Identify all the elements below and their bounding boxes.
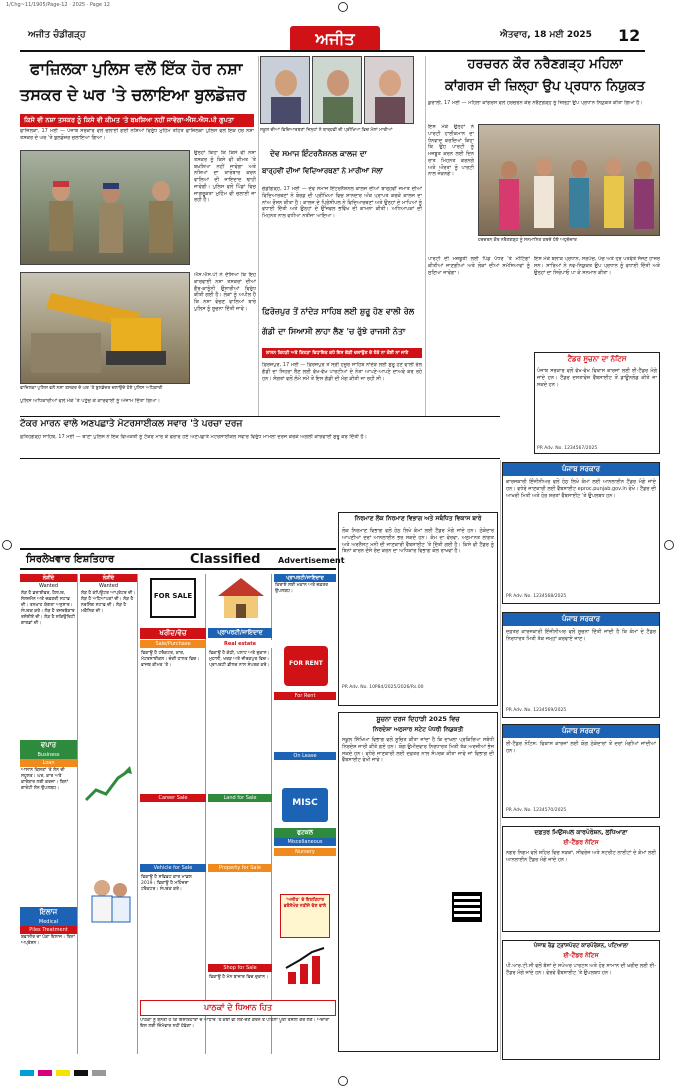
classified-col-5 [274, 574, 336, 1054]
train-subhead: ਸ਼ਾਸਨ ਕਿਹੜੀ ਅਤੇ ਕਿਹੜਾ ਵਿਧਾਇਕ ਕਹੇ ਇਸ ਗੱਡੀ ਚਲਾਉਣ ਦੇ ਹੱਕੇ ਨਾ ਕੋਈ ਨਾ ਜਾਣੇ [262, 348, 422, 358]
property-sub: Real estate [208, 640, 272, 648]
wanted-header-1: ਲੋੜੀਂਦੇ [20, 574, 77, 582]
tender-notice-box [534, 352, 660, 454]
business-header: ਵਪਾਰ [20, 740, 77, 751]
school-notice-title: ਸੂਚਨਾ ਦਰਜ ਦਿਹਾੜੀ 2025 ਵਿਚ [376, 715, 460, 723]
train-body-text: ਫ਼ਿਰੋਜ਼ਪੁਰ, 17 ਮਈ — ਫ਼ਿਰੋਜ਼ਪੁਰ ਤੋਂ ਸ੍ਰੀ ਹਜ਼ੂਰ ਸਾਹਿਬ ਨਾਂਦੇੜ ਲਈ ਸ਼ੁਰੂ ਹੋਣ ਵਾਲੀ ਰੇਲ ਗੱਡੀ ਦਾ ਸਿਹਰਾ ਲੈਣ ਲਈ ਵੱਖ-ਵੱਖ ਪਾਰਟੀਆਂ ਦੇ ਨੇਤਾ ਆਪਣੇ-ਆਪਣੇ ਦਾਅਵੇ ਕਰ ਰਹੇ ਹਨ। ਸੰਗਤਾਂ ਵਲੋਂ ਲੰਮੇ ਸਮੇਂ ਤੋਂ ਇਸ ਗੱਡੀ ਦੀ ਮੰਗ ਕੀਤੀ ਜਾ ਰਹੀ ਸੀ। [262, 362, 422, 382]
wanted-ads-1: ਲੋੜ ਹੈ ਡਰਾਈਵਰ, ਹੈਲਪਰ, ਸੇਲਜ਼ਮੈਨ ਅਤੇ ਦਫ਼ਤਰੀ ਸਟਾਫ਼ ਦੀ। ਤਨਖ਼ਾਹ ਯੋਗਤਾ ਅਨੁਸਾਰ। ਸੰਪਰਕ ਕਰੋ। ਲੋੜ ਹੈ ਤਜਰਬੇਕਾਰ ਰਸੋਈਏ ਦੀ। ਲੋੜ ਹੈ ਸਕਿਉਰਿਟੀ ਗਾਰਡਾਂ ਦੀ। [21, 591, 76, 627]
school-notice-box [338, 712, 498, 1052]
police-officers-image [21, 151, 190, 265]
wanted-sub-1: Wanted [20, 582, 77, 590]
rent-category: For Rent [274, 692, 336, 700]
classified-header-band [20, 548, 345, 570]
column-rule [258, 56, 259, 416]
classified-col-2 [80, 574, 138, 1054]
students-body-text: ਚੰਡੀਗੜ੍ਹ, 17 ਮਈ — ਦੇਵ ਸਮਾਜ ਇੰਟਰਨੈਸ਼ਨਲ ਕਾਲਜ ਦੀਆਂ ਬਾਰ੍ਹਵੀਂ ਜਮਾਤ ਦੀਆਂ ਵਿਦਿਆਰਥਣਾਂ ਨੇ ਬੋਰਡ ਦੀ ਪ੍ਰੀਖਿਆ ਵਿਚ ਸ਼ਾਨਦਾਰ ਅੰਕ ਪ੍ਰਾਪਤ ਕਰਕੇ ਕਾਲਜ ਦਾ ਨਾਂਅ ਰੌਸ਼ਨ ਕੀਤਾ ਹੈ। ਕਾਲਜ ਦੇ ਪ੍ਰਿੰਸੀਪਲ ਨੇ ਵਿਦਿਆਰਥਣਾਂ ਅਤੇ ਉਨ੍ਹਾਂ ਦੇ ਮਾਪਿਆਂ ਨੂੰ ਵਧਾਈ ਦਿੱਤੀ ਅਤੇ ਉਨ੍ਹਾਂ ਦੇ ਉੱਜਵਲ ਭਵਿੱਖ ਦੀ ਕਾਮਨਾ ਕੀਤੀ। ਅਧਿਆਪਕਾਂ ਦੀ ਮਿਹਨਤ ਨਾਲ ਵਧੀਆ ਨਤੀਜਾ ਆਇਆ। [262, 186, 422, 219]
ajit-promo-box [280, 894, 330, 938]
right-column-text: ਇਸ ਮੌਕੇ ਬਲਾਕ ਪ੍ਰਧਾਨ, ਸਰਪੰਚ, ਪੰਚ ਅਤੇ ਹੋਰ ਪਤਵੰਤੇ ਸੱਜਣ ਹਾਜ਼ਰ ਸਨ। ਸਾਰਿਆਂ ਨੇ ਨਵ-ਨਿਯੁਕਤ ਉਪ ਪ੍ਰਧਾਨ ਨੂੰ ਵਧਾਈ ਦਿੱਤੀ ਅਤੇ ਉਨ੍ਹਾਂ ਦਾ ਸਿਰੋਪਾਓ ਪਾ ਕੇ ਸਨਮਾਨ ਕੀਤਾ। [534, 256, 660, 276]
tender-notice-body: ਪੰਜਾਬ ਸਰਕਾਰ ਵਲੋਂ ਵੱਖ-ਵੱਖ ਵਿਕਾਸ ਕਾਰਜਾਂ ਲਈ ਈ-ਟੈਂਡਰ ਮੰਗੇ ਜਾਂਦੇ ਹਨ। ਟੈਂਡਰ ਦਸਤਾਵੇਜ਼ ਵੈੱਬਸਾਈਟ ਤੋਂ ਡਾਊਨਲੋਡ ਕੀਤੇ ਜਾ ਸਕਦੇ ਹਨ। [537, 368, 657, 388]
medical-sub: Medical [20, 918, 77, 926]
registration-mark-icon [338, 2, 348, 12]
transport-corp-body: ਪੀ.ਆਰ.ਟੀ.ਸੀ ਵਲੋਂ ਬੱਸਾਂ ਦੇ ਸਪੇਅਰ ਪਾਰਟਸ ਅਤੇ ਹੋਰ ਸਾਮਾਨ ਦੀ ਖ਼ਰੀਦ ਲਈ ਈ-ਟੈਂਡਰ ਮੰਗੇ ਜਾਂਦੇ ਹਨ। ਵੇਰਵੇ ਵੈੱਬਸਾਈਟ 'ਤੇ ਉਪਲਬਧ ਹਨ। [506, 963, 656, 976]
growth-arrow-icon [284, 946, 326, 986]
readers-notice-label: ਪਾਠਕਾਂ ਦੇ ਧਿਆਨ ਹਿਤ [203, 1003, 272, 1012]
municipal-corp-subtitle: ਈ-ਟੈਂਡਰ ਨੋਟਿਸ [563, 839, 599, 846]
property-ads: ਵਿਕਾਊ ਹੈ ਕੋਠੀ, ਪਲਾਟ ਅਤੇ ਦੁਕਾਨ। ਮੁਹਾਲੀ, ਖਰੜ ਅਤੇ ਜ਼ੀਰਕਪੁਰ ਵਿਚ। ਪ੍ਰਾਪਰਟੀ ਡੀਲਰ ਨਾਲ ਸੰਪਰਕ ਕਰੋ। [209, 651, 270, 669]
medical-ads: ਬਵਾਸੀਰ ਦਾ ਪੱਕਾ ਇਲਾਜ। ਬਿਨਾਂ ਅਪ੍ਰੇਸ਼ਨ। [21, 935, 75, 947]
lead-photo-bulldozer [20, 272, 190, 384]
registration-mark-icon [2, 540, 12, 550]
train-headline-2: ਗੱਡੀ ਦਾ ਸਿਆਸੀ ਲਾਹਾ ਲੈਣ 'ਚ ਰੁੱਝੇ ਰਾਜਸੀ ਨੇਤਾ [262, 327, 406, 336]
classified-title-advertisement: Advertisement [278, 556, 345, 565]
student-photo-1 [260, 56, 310, 124]
color-swatch-gray [92, 1070, 106, 1076]
punjab-sarkar-box-2 [502, 612, 660, 718]
property-header: ਪ੍ਰਾਪਰਟੀ/ਜਾਇਦਾਦ [208, 628, 272, 638]
shop-category: Shop for Sale [208, 964, 272, 972]
section-rule [20, 416, 500, 417]
lead-headline-line-1: ਫਾਜ਼ਿਲਕਾ ਪੁਲਿਸ ਵਲੋਂ ਇੱਕ ਹੋਰ ਨਸ਼ਾ [30, 59, 243, 78]
color-swatch-black [74, 1070, 88, 1076]
punjab-sarkar-title-1: ਪੰਜਾਬ ਸਰਕਾਰ [503, 463, 659, 476]
misc-folder-icon [282, 788, 328, 822]
sale-purchase-sub: Sale/Purchase [140, 640, 206, 648]
nursery-category: Nursery [274, 848, 336, 856]
registration-mark-icon [664, 540, 674, 550]
column-rule [500, 460, 501, 1060]
classified-title-english: Classified [190, 552, 261, 567]
for-rent-sign-icon [284, 646, 328, 686]
tender-notice-title: ਟੈਂਡਰ ਸੂਚਨਾ ਦਾ ਨੋਟਿਸ [567, 355, 627, 363]
lead-photo-caption: ਫਾਜ਼ਿਲਕਾ ਪੁਲਿਸ ਵਲੋਂ ਨਸ਼ਾ ਤਸਕਰ ਦੇ ਘਰ 'ਤੇ ਬੁਲਡੋਜ਼ਰ ਚਲਾਉਂਦੇ ਹੋਏ ਪੁਲਿਸ ਅਧਿਕਾਰੀ [20, 386, 163, 391]
student-portrait-image [261, 57, 310, 124]
public-works-notice-box [338, 512, 498, 706]
classified-col-1 [20, 574, 78, 1054]
classified-col-3 [140, 574, 206, 1054]
for-rent-label: FOR RENT [289, 660, 323, 667]
city-edition: ਅਜੀਤ ਚੰਡੀਗੜ੍ਹ [28, 30, 86, 40]
lead-side-column-2: ਐਸ.ਐਸ.ਪੀ ਨੇ ਦੱਸਿਆ ਕਿ ਇਹ ਕਾਰਵਾਈ ਨਸ਼ਾ ਤਸਕਰਾਂ ਦੀਆਂ ਗੈਰ-ਕਾਨੂੰਨੀ ਉਸਾਰੀਆਂ ਵਿਰੁੱਧ ਕੀਤੀ ਗਈ ਹੈ। ਲੋਕਾਂ ਨੂੰ ਅਪੀਲ ਹੈ ਕਿ ਨਸ਼ਾ ਵੇਚਣ ਵਾਲਿਆਂ ਬਾਰੇ ਪੁਲਿਸ ਨੂੰ ਸੂਚਨਾ ਦਿੱਤੀ ਜਾਵੇ। [194, 272, 256, 312]
career-category: Career Sale [140, 794, 206, 802]
vehicle-ads: ਵਿਕਾਊ ਹੈ ਸਵਿਫ਼ਟ ਕਾਰ ਮਾਡਲ 2019। ਵਿਕਾਊ ਹੈ ਮਹਿੰਦਰਾ ਟਰੈਕਟਰ। ਸੰਪਰਕ ਕਰੋ। [141, 875, 192, 893]
students-caption: ਸਕੂਲ ਦੀਆਂ ਵਿਦਿਆਰਥਣਾਂ ਜਿਨ੍ਹਾਂ ਨੇ ਬਾਰ੍ਹਵੀਂ ਦੀ ਪ੍ਰੀਖਿਆ ਵਿਚ ਮੱਲਾਂ ਮਾਰੀਆਂ [260, 128, 393, 133]
business-ads: ਆਸਾਨ ਕਿਸ਼ਤਾਂ 'ਤੇ ਲੋਨ ਦੀ ਸਹੂਲਤ। ਘਰ, ਕਾਰ ਅਤੇ ਕਾਰੋਬਾਰ ਲਈ ਕਰਜ਼ਾ। ਬਿਨਾਂ ਗਾਰੰਟੀ ਲੋਨ ਉਪਲਬਧ। [21, 768, 68, 792]
classified-col-4 [208, 574, 272, 1054]
mid-right-text: ਪਾਰਟੀ ਦੀ ਮਜ਼ਬੂਤੀ ਲਈ ਪਿੰਡ ਪੱਧਰ 'ਤੇ ਮੀਟਿੰਗਾਂ ਕੀਤੀਆਂ ਜਾਣਗੀਆਂ ਅਤੇ ਲੋਕਾਂ ਦੀਆਂ ਸਮੱਸਿਆਵਾਂ ਨੂੰ ਸੁਣਿਆ ਜਾਵੇਗਾ। [428, 256, 530, 276]
misc-label: MISC [292, 798, 318, 808]
congress-caption: ਹਰਚਰਨ ਕੌਰ ਨਰੈਣਗੜ੍ਹ ਨੂੰ ਸਨਮਾਨਿਤ ਕਰਦੇ ਹੋਏ ਅਹੁਦੇਦਾਰ [478, 238, 577, 243]
section-rule [20, 458, 500, 459]
student-portrait-image [365, 57, 414, 124]
business-sub: Business [20, 751, 77, 759]
lead-subhead: ਕਿਸੇ ਵੀ ਨਸ਼ਾ ਤਸਕਰ ਨੂੰ ਕਿਸੇ ਵੀ ਕੀਮਤ 'ਤੇ ਬਖ਼ਸ਼ਿਆ ਨਹੀਂ ਜਾਵੇਗਾ-ਐਸ.ਐਸ.ਪੀ ਗੁਪਤਾ [20, 114, 254, 127]
fir-headline: ਟੱਕਰ ਮਾਰਨ ਵਾਲੇ ਅਣਪਛਾਤੇ ਮੋਟਰਸਾਈਕਲ ਸਵਾਰ 'ਤੇ ਪਰਚਾ ਦਰਜ [20, 419, 243, 429]
public-works-notice-body: ਲੋਕ ਨਿਰਮਾਣ ਵਿਭਾਗ ਵਲੋਂ ਹੇਠ ਲਿਖੇ ਕੰਮਾਂ ਲਈ ਟੈਂਡਰ ਮੰਗੇ ਜਾਂਦੇ ਹਨ। ਠੇਕੇਦਾਰ ਆਪਣੀਆਂ ਦਰਾਂ ਆਨਲਾਈਨ ਭਰ ਸਕਦੇ ਹਨ। ਕੰਮ ਦਾ ਵੇਰਵਾ, ਅਨੁਮਾਨਤ ਲਾਗਤ ਅਤੇ ਅਰਨੈਸਟ ਮਨੀ ਦੀ ਜਾਣਕਾਰੀ ਵੈੱਬਸਾਈਟ 'ਤੇ ਦਿੱਤੀ ਗਈ ਹੈ। ਕਿਸੇ ਵੀ ਟੈਂਡਰ ਨੂੰ ਬਿਨਾਂ ਕਾਰਨ ਦੱਸੇ ਰੱਦ ਕਰਨ ਦਾ ਅਧਿਕਾਰ ਵਿਭਾਗ ਕੋਲ ਰਾਖਵਾਂ ਹੈ। [342, 528, 494, 555]
students-headline-2: ਬਾਰ੍ਹਵੀਂ ਦੀਆਂ ਵਿਦਿਆਰਥਣਾਂ ਨੇ ਮਾਰੀਆਂ ਮੱਲਾਂ [262, 167, 383, 175]
lead-continued-text: ਪੁਲਿਸ ਅਧਿਕਾਰੀਆਂ ਵਲੋਂ ਮੌਕੇ 'ਤੇ ਪਹੁੰਚ ਕੇ ਕਾਰਵਾਈ ਨੂੰ ਅੰਜਾਮ ਦਿੱਤਾ ਗਿਆ। [20, 398, 160, 404]
wanted-header-2: ਲੋੜੀਂਦੇ [80, 574, 137, 582]
punjab-sarkar-body-2: ਦਫ਼ਤਰ ਕਾਰਜਕਾਰੀ ਇੰਜੀਨੀਅਰ ਵਲੋਂ ਸੂਚਨਾ ਦਿੱਤੀ ਜਾਂਦੀ ਹੈ ਕਿ ਕੰਮਾਂ ਦੇ ਟੈਂਡਰ ਨਿਰਧਾਰਤ ਮਿਤੀ ਤੱਕ ਜਮ੍ਹਾਂ ਕਰਵਾਏ ਜਾਣ। [506, 629, 656, 642]
readers-notice-text: ਪਾਠਕਾਂ ਨੂੰ ਬੇਨਤੀ ਹੈ ਕਿ ਇਸ਼ਤਿਹਾਰਾਂ ਦੇ ਆਧਾਰ 'ਤੇ ਕੋਈ ਵੀ ਲੈਣ-ਦੇਣ ਕਰਨ ਤੋਂ ਪਹਿਲਾਂ ਪੂਰੀ ਤਸੱਲੀ ਕਰ ਲੈਣ। ਅਦਾਰਾ ਇਸ ਲਈ ਜ਼ਿੰਮੇਵਾਰ ਨਹੀਂ ਹੋਵੇਗਾ। [140, 1018, 330, 1030]
ajit-promo-text: 'ਅਜੀਤ' ਦੇ ਇਸ਼ਤਿਹਾਰ ਭਰੋਸੇਮੰਦ ਨਤੀਜੇ ਦੇਣ ਵਾਲੇ [283, 898, 327, 909]
piles-category: Piles Treatment [20, 926, 77, 934]
punjab-sarkar-ref-2: PR Adv. No. 1234569/2025 [506, 708, 567, 713]
congress-body-text: ਕੁਰਾਲੀ, 17 ਮਈ — ਮਹਿਲਾ ਕਾਂਗਰਸ ਵਲੋਂ ਹਰਚਰਨ ਕੌਰ ਨਰੈਣਗੜ੍ਹ ਨੂੰ ਜ਼ਿਲ੍ਹਾ ਉਪ ਪ੍ਰਧਾਨ ਨਿਯੁਕਤ ਕੀਤਾ ਗਿਆ ਹੈ। [428, 100, 643, 106]
punjab-sarkar-title-2: ਪੰਜਾਬ ਸਰਕਾਰ [503, 613, 659, 626]
tender-notice-ref: PR Adv. No. 1234567/2025 [537, 446, 598, 451]
transport-corp-subtitle: ਈ-ਟੈਂਡਰ ਨੋਟਿਸ [563, 952, 599, 959]
column-rule [425, 56, 426, 416]
issue-date: ਐਤਵਾਰ, 18 ਮਈ 2025 [500, 30, 592, 40]
color-swatch-magenta [38, 1070, 52, 1076]
for-sale-sign-icon [150, 578, 196, 618]
student-portrait-image [313, 57, 362, 124]
classified-title-punjabi: ਸਿਰਲੇਖਵਾਰ ਇਸ਼ਤਿਹਾਰ [26, 554, 115, 565]
lead-photo-police-officers [20, 150, 190, 265]
qr-code-icon [452, 892, 482, 922]
lead-side-column: ਉਨ੍ਹਾਂ ਕਿਹਾ ਕਿ ਕਿਸੇ ਵੀ ਨਸ਼ਾ ਤਸਕਰ ਨੂੰ ਕਿਸੇ ਵੀ ਕੀਮਤ 'ਤੇ ਬਖ਼ਸ਼ਿਆ ਨਹੀਂ ਜਾਵੇਗਾ ਅਤੇ ਨਸ਼ਿਆਂ ਦਾ ਕਾਰੋਬਾਰ ਕਰਨ ਵਾਲਿਆਂ ਦੀ ਜਾਇਦਾਦ ਢਾਹੀ ਜਾਵੇਗੀ। ਪੁਲਿਸ ਵਲੋਂ ਪਿੰਡਾਂ ਵਿਚ ਜਾਗਰੂਕਤਾ ਮੁਹਿੰਮ ਵੀ ਚਲਾਈ ਜਾ ਰਹੀ ਹੈ। [194, 150, 256, 204]
lease-category: On Lease [274, 752, 336, 760]
house-icon [216, 576, 266, 620]
masthead-logo: ਅਜੀਤ [290, 26, 380, 52]
congress-headline-2: ਕਾਂਗਰਸ ਦੀ ਜ਼ਿਲ੍ਹਾ ਉਪ ਪ੍ਰਧਾਨ ਨਿਯੁਕਤ [445, 79, 645, 94]
property-misc-header: ਪ੍ਰਾਪਰਟੀ/ਜਾਇਦਾਦ [274, 574, 336, 582]
doctor-icon [84, 874, 134, 924]
header-rule [20, 50, 645, 52]
wanted-ads-2: ਲੋੜ ਹੈ ਕੰਪਿਊਟਰ ਆਪ੍ਰੇਟਰ ਦੀ। ਲੋੜ ਹੈ ਅਧਿਆਪਕਾਂ ਦੀ। ਲੋੜ ਹੈ ਨਰਸਿੰਗ ਸਟਾਫ਼ ਦੀ। ਲੋੜ ਹੈ ਮਕੈਨਿਕ ਦੀ। [81, 591, 136, 615]
for-sale-label: FOR SALE [153, 592, 193, 600]
municipal-corp-title: ਦਫ਼ਤਰ ਮਿਉਂਸਪਲ ਕਾਰਪੋਰੇਸ਼ਨ, ਲੁਧਿਆਣਾ [534, 829, 628, 836]
bulldozer-image [21, 273, 190, 384]
public-works-notice-title: ਨਿਰਮਾਣ ਲੋਕ ਨਿਰਮਾਣ ਵਿਭਾਗ ਅਤੇ ਸਬੰਧਿਤ ਵਿਕਾਸ ਬਾਰੇ [354, 515, 482, 522]
student-photo-2 [312, 56, 362, 124]
business-graph-icon [84, 764, 134, 804]
punjab-sarkar-title-3: ਪੰਜਾਬ ਸਰਕਾਰ [503, 725, 659, 738]
punjab-sarkar-body-3: ਈ-ਟੈਂਡਰ ਨੋਟਿਸ: ਵਿਕਾਸ ਕਾਰਜਾਂ ਲਈ ਯੋਗ ਠੇਕੇਦਾਰਾਂ ਤੋਂ ਦਰਾਂ ਮੰਗੀਆਂ ਜਾਂਦੀਆਂ ਹਨ। [506, 741, 656, 754]
school-notice-subtitle: ਨਿਰਦੇਸ਼ਾ ਅਨੁਸਾਰ ਸਟੇਟ ਪੱਧਰੀ ਨਿਯੁਕਤੀ [372, 726, 464, 733]
page-number: 12 [618, 26, 641, 45]
transport-corp-title: ਪੰਜਾਬ ਰੋਡ ਟ੍ਰਾਂਸਪੋਰਟ ਕਾਰਪੋਰੇਸ਼ਨ, ਪਟਿਆਲਾ [533, 943, 629, 949]
train-headline-1: ਫ਼ਿਰੋਜ਼ਪੁਰ ਤੋਂ ਨਾਂਦੇੜ ਸਾਹਿਬ ਲਈ ਸ਼ੁਰੂ ਹੋਣ ਵਾਲੀ ਰੇਲ [262, 307, 415, 316]
punjab-sarkar-body-1: ਕਾਰਜਕਾਰੀ ਇੰਜੀਨੀਅਰ ਵਲੋਂ ਹੇਠ ਲਿਖੇ ਕੰਮਾਂ ਲਈ ਆਨਲਾਈਨ ਟੈਂਡਰ ਮੰਗੇ ਜਾਂਦੇ ਹਨ। ਵਧੇਰੇ ਜਾਣਕਾਰੀ ਲਈ ਵੈੱਬਸਾਈਟ eproc.punjab.gov.in ਵੇਖੋ। ਟੈਂਡਰ ਦੀ ਆਖ਼ਰੀ ਮਿਤੀ ਅਤੇ ਹੋਰ ਸ਼ਰਤਾਂ ਵੈੱਬਸਾਈਟ 'ਤੇ ਉਪਲਬਧ ਹਨ। [506, 479, 656, 499]
misc-sub: Miscellaneous [274, 838, 336, 846]
students-headline-1: ਦੇਵ ਸਮਾਜ ਇੰਟਰਨੈਸ਼ਨਲ ਕਾਲਜ ਦਾ [270, 149, 367, 158]
vehicle-category: Vehicle for Sale [140, 864, 206, 872]
print-slug: 1/Chg~11/1905/Page-12 · 2025 · Page 12 [6, 2, 110, 8]
congress-felicitation-image [479, 125, 660, 236]
lead-headline-line-2: ਤਸਕਰ ਦੇ ਘਰ 'ਤੇ ਚਲਾਇਆ ਬੁਲਡੋਜ਼ਰ [20, 85, 247, 104]
misc-header: ਫੁਟਕਲ [274, 828, 336, 838]
shop-ads: ਵਿਕਾਊ ਹੈ ਮੇਨ ਬਾਜ਼ਾਰ ਵਿਚ ਦੁਕਾਨ। [209, 975, 269, 980]
student-photo-3 [364, 56, 414, 124]
loan-category: Loan [20, 759, 77, 767]
property-sale-category: Property for Sale [208, 864, 272, 872]
municipal-corp-body: ਨਗਰ ਨਿਗਮ ਵਲੋਂ ਸ਼ਹਿਰ ਵਿਚ ਸੜਕਾਂ, ਸੀਵਰੇਜ ਅਤੇ ਸਟਰੀਟ ਲਾਈਟਾਂ ਦੇ ਕੰਮਾਂ ਲਈ ਆਨਲਾਈਨ ਟੈਂਡਰ ਮੰਗੇ ਜਾਂਦੇ ਹਨ। [506, 850, 656, 863]
punjab-sarkar-box-1 [502, 462, 660, 604]
color-swatch-cyan [20, 1070, 34, 1076]
municipal-corp-box [502, 826, 660, 932]
fir-body-text: ਫ਼ਤਿਹਗੜ੍ਹ ਸਾਹਿਬ, 17 ਮਈ — ਥਾਣਾ ਪੁਲਿਸ ਨੇ ਇਕ ਵਿਅਕਤੀ ਨੂੰ ਟੱਕਰ ਮਾਰ ਕੇ ਫਰਾਰ ਹੋਏ ਅਣਪਛਾਤੇ ਮੋਟਰਸਾਈਕਲ ਸਵਾਰ ਵਿਰੁੱਧ ਮਾਮਲਾ ਦਰਜ ਕਰਕੇ ਅਗਲੀ ਕਾਰਵਾਈ ਸ਼ੁਰੂ ਕਰ ਦਿੱਤੀ ਹੈ। [20, 434, 367, 440]
sale-purchase-header: ਖਰੀਦ/ਵੇਚ [140, 628, 206, 639]
school-notice-body: ਸਕੂਲ ਸਿੱਖਿਆ ਵਿਭਾਗ ਵਲੋਂ ਸੂਚਿਤ ਕੀਤਾ ਜਾਂਦਾ ਹੈ ਕਿ ਦਾਖ਼ਲਾ ਪ੍ਰਕਿਰਿਆ ਸਬੰਧੀ ਨਿਰਦੇਸ਼ ਜਾਰੀ ਕੀਤੇ ਗਏ ਹਨ। ਯੋਗ ਉਮੀਦਵਾਰ ਨਿਰਧਾਰਤ ਮਿਤੀ ਤੱਕ ਅਰਜ਼ੀਆਂ ਭੇਜ ਸਕਦੇ ਹਨ। ਵਧੇਰੇ ਜਾਣਕਾਰੀ ਲਈ ਦਫ਼ਤਰ ਨਾਲ ਸੰਪਰਕ ਕੀਤਾ ਜਾਵੇ ਜਾਂ ਵਿਭਾਗ ਦੀ ਵੈੱਬਸਾਈਟ ਵੇਖੀ ਜਾਵੇ। [342, 737, 494, 764]
sale-purchase-ads: ਵਿਕਾਊ ਹੈ ਟਰੈਕਟਰ, ਕਾਰ, ਮੋਟਰਸਾਈਕਲ। ਚੰਗੀ ਹਾਲਤ ਵਿਚ। ਵਾਜਬ ਕੀਮਤ 'ਤੇ। [141, 651, 200, 669]
congress-left-column: ਇਸ ਮੌਕੇ ਉਨ੍ਹਾਂ ਨੇ ਪਾਰਟੀ ਹਾਈਕਮਾਨ ਦਾ ਧੰਨਵਾਦ ਕਰਦਿਆਂ ਕਿਹਾ ਕਿ ਉਹ ਪਾਰਟੀ ਨੂੰ ਮਜ਼ਬੂਤ ਕਰਨ ਲਈ ਦਿਨ ਰਾਤ ਮਿਹਨਤ ਕਰਨਗੇ ਅਤੇ ਔਰਤਾਂ ਨੂੰ ਪਾਰਟੀ ਨਾਲ ਜੋੜਨਗੇ। [428, 124, 474, 178]
medical-header: ਇਲਾਜ [20, 907, 77, 918]
land-category: Land for Sale [208, 794, 272, 802]
transport-corp-box [502, 940, 660, 1060]
punjab-sarkar-ref-3: PR Adv. No. 1234570/2025 [506, 808, 567, 813]
congress-photo [478, 124, 660, 236]
readers-notice-band [140, 1000, 336, 1016]
print-color-bar [20, 1070, 660, 1078]
punjab-sarkar-box-3 [502, 724, 660, 818]
public-works-notice-ref: PR Adv. No. 10P84/2025/2026/Rs.00 [342, 685, 424, 690]
rent-ads-top: ਕਿਰਾਏ ਲਈ ਮਕਾਨ ਅਤੇ ਦਫ਼ਤਰ ਉਪਲਬਧ। [275, 583, 329, 595]
color-swatch-yellow [56, 1070, 70, 1076]
wanted-sub-2: Wanted [80, 582, 137, 590]
punjab-sarkar-ref-1: PR Adv. No. 1234568/2025 [506, 594, 567, 599]
congress-headline-1: ਹਰਚਰਨ ਕੌਰ ਨਰੈਣਗੜ੍ਹ ਮਹਿਲਾ [467, 57, 623, 72]
lead-body-text: ਫਾਜ਼ਿਲਕਾ, 17 ਮਈ — ਪੰਜਾਬ ਸਰਕਾਰ ਵਲੋਂ ਚਲਾਈ ਗਈ ਨਸ਼ਿਆਂ ਵਿਰੁੱਧ ਮੁਹਿੰਮ ਤਹਿਤ ਫਾਜ਼ਿਲਕਾ ਪੁਲਿਸ ਵਲੋਂ ਇਕ ਹੋਰ ਨਸ਼ਾ ਤਸਕਰ ਦੇ ਘਰ 'ਤੇ ਬੁਲਡੋਜ਼ਰ ਚਲਾਇਆ ਗਿਆ। [20, 128, 254, 141]
